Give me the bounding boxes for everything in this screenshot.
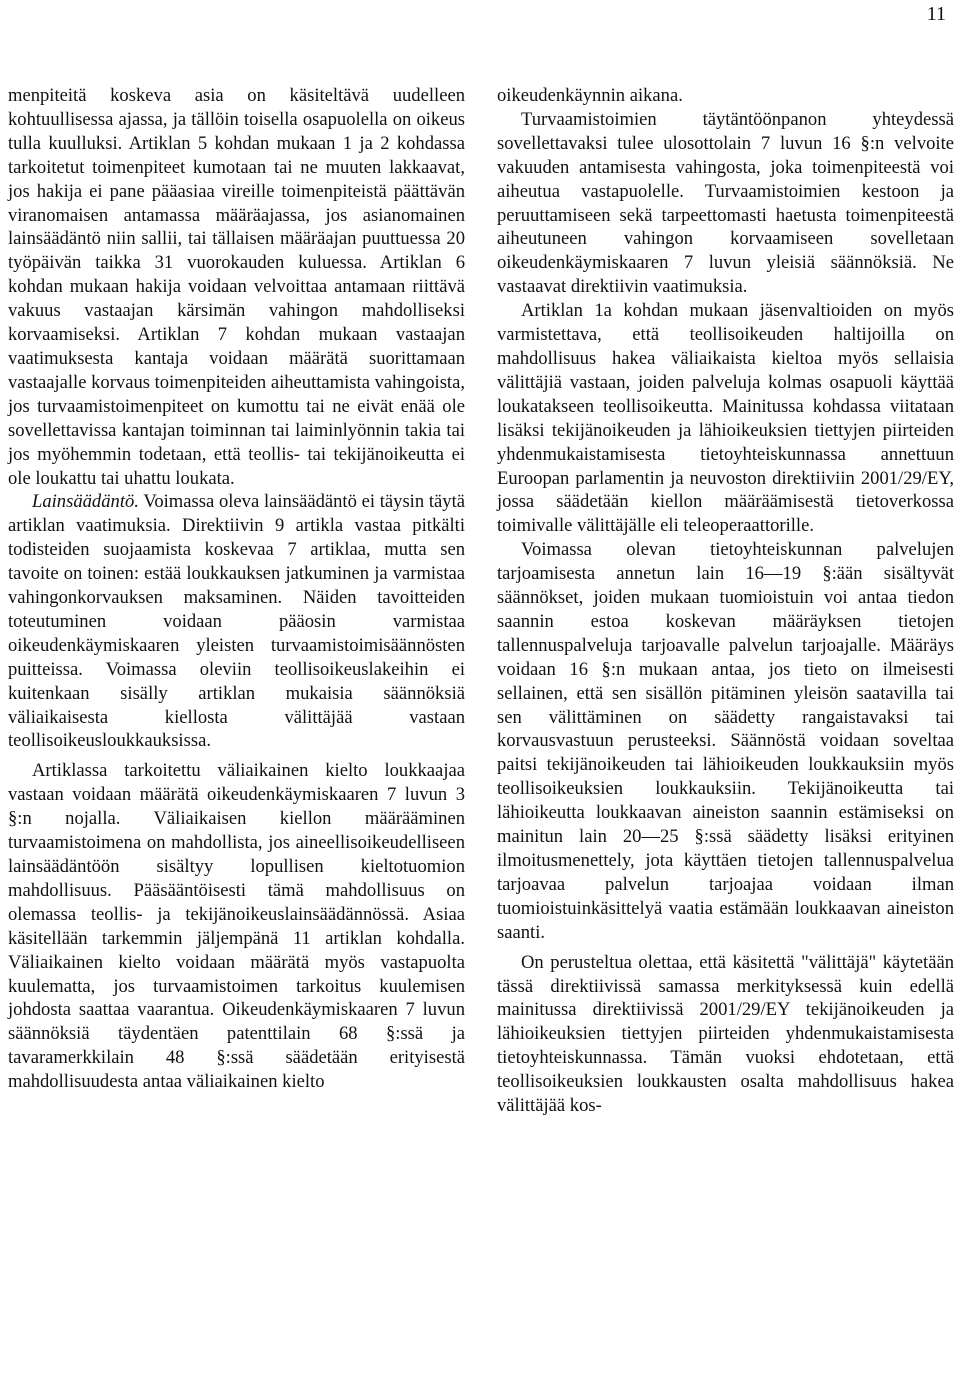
right-text-column — [497, 84, 954, 1118]
right-paragraph-2: Turvaamistoimien täytäntöönpanon yhteydessä sovellettavaksi tulee ulosottolain 7 luvun 16 §:n velvoite vakuuden antamisesta vahingosta, joka toimenpiteestä voi aiheutua vastapuolelle. Turvaamistoimien kestoon ja peruuttamiseen sekä tarpeettomasti haetusta toimenpiteestä aiheutuneen vahingon korvaamiseen sovelletaan oikeudenkäymiskaaren 7 luvun yleisiä säännöksiä. Ne vastaavat direktiivin vaatimuksia. — [497, 108, 954, 298]
section-heading-legislation: Lainsäädäntö. — [32, 491, 139, 513]
right-paragraph-3: Artiklan 1a kohdan mukaan jäsenvaltioiden on myös varmistettava, että teollisoikeuden haltijoilla on mahdollisuus hakea väliaikaista kieltoa myös sellaisia välittäjiä vastaan, joiden palveluja kolmas osapuoli käyttää loukatakseen teollisoikeutta. Mainitussa kohdassa viitataan lisäksi tekijänoikeuden ja lähioikeuksien tiettyjen piirteiden yhdenmukaistamisesta tietoyhteiskunnassa annettuun Euroopan parlamentin ja neuvoston direktiiviin 2001/29/EY, jossa säädetään kiellon määräämisestä tietoverkossa toimivalle välittäjälle eli teleoperaattorille. — [497, 300, 954, 537]
right-paragraph-4: Voimassa olevan tietoyhteiskunnan palvelujen tarjoamisesta annetun lain 16—19 §:ään sisältyvät säännökset, joiden mukaan tuomioistuin voi antaa tiedon saannin estoa koskevan määräyksen tietojen tallennuspalveluja tarjoavalle palvelun tarjoajalle. Määräys voidaan 16 §:n mukaan antaa, jos tieto on ilmeisesti sellainen, että sen sisällön pitäminen yleisön saatavilla tai sen välittäminen on säädetty rangaistavaksi tai korvausvastuun perusteeksi. Säännöstä voidaan soveltaa paitsi tekijänoikeuden tai lähioikeuden loukkauksiin myös teollisoikeuksien loukkauksiin. Tekijänoikeutta tai lähioikeutta loukkaavan aineiston saannin estämiseksi on mainitun lain 20—25 §:ssä säädetty lisäksi erityinen ilmoitusmenettely, jota käyttäen tietojen tallennuspalvelua tarjoavaa palvelun tarjoajaa voidaan ilman tuomioistuinkäsittelyä vaatia estämään loukkaavan aineiston saanti. — [497, 539, 954, 943]
right-paragraph-1: oikeudenkäynnin aikana. — [497, 85, 683, 106]
left-paragraph-3: Artiklassa tarkoitettu väliaikainen kielto loukkaajaa vastaan voidaan määrätä oikeudenkäymiskaaren 7 luvun 3 §:n nojalla. Väliaikaisen kiellon määrääminen turvaamistoimena on mahdollista, jos aineellisoikeudelliseen lainsäädäntöön sisältyy lopullisen kieltotuomion mahdollisuus. Pääsääntöisesti tämä mahdollisuus on olemassa teollis- ja tekijänoikeuslainsäädännössä. Asiaa käsitellään tarkemmin jäljempänä 11 artiklan kohdalla. Väliaikainen kielto voidaan määrätä myös vastapuolta kuulematta, jos turvaamistoimen tarkoitus kuulemisen johdosta saattaa vaarantua. Oikeudenkäymiskaaren 7 luvun säännöksiä täydentäen patenttilain 68 §:ssä ja tavaramerkkilain 48 §:ssä säädetään erityisestä mahdollisuudesta antaa väliaikainen kielto — [8, 760, 465, 1093]
left-paragraph-1: menpiteitä koskeva asia on käsiteltävä uudelleen kohtuullisessa ajassa, ja tällöin toisella osapuolella on oikeus tulla kuulluksi. Artiklan 5 kohdan mukaan 1 ja 2 kohdassa tarkoitetut toimenpiteet kumotaan tai ne muuten lakkaavat, jos hakija ei pane pääasiaa vireille toimenpiteistä päättävän viranomaisen antamassa määräajassa, jos asianomainen lainsäädäntö niin sallii, tai tällaisen määräajan puuttuessa 20 työpäivän taikka 31 vuorokauden kuluessa. Artiklan 6 kohdan mukaan hakija voidaan velvoittaa antamaan riittävä vakuus vastaajan kärsimän vahingon mahdolliseksi korvaamiseksi. Artiklan 7 kohdan mukaan vastaajan vaatimuksesta kantaja voidaan määrätä suorittamaan vastaajalle korvaus toimenpiteiden aiheuttamista vahingoista, jos turvaamistoimenpiteet on kumottu tai ne eivät enää ole sovellettavissa kantajan toiminnan tai laiminlyönnin takia tai jos myöhemmin todetaan, että teollis- tai tekijänoikeutta ei ole loukattu tai uhattu loukata. — [8, 85, 465, 489]
left-paragraph-2 — [8, 490, 465, 753]
left-paragraph-2-body: Voimassa oleva lainsäädäntö ei täysin täytä artiklan vaatimuksia. Direktiivin 9 artikla vastaa pitkälti todisteiden suojaamista koskevaa 7 artiklaa, mutta sen tavoite on toinen: estää loukkauksen jatkuminen ja varmistaa vahingonkorvauksen maksaminen. Näiden tavoitteiden toteutuminen voidaan pääosin varmistaa oikeudenkäymiskaaren yleisten turvaamistoimisäännösten puitteissa. Voimassa oleviin teollisoikeuslakeihin ei kuitenkaan sisälly artiklan mukaisia säännöksiä väliaikaisesta kiellosta välittäjää vastaan teollisoikeusloukkauksissa. — [8, 491, 465, 752]
page-number: 11 — [926, 3, 946, 25]
right-paragraph-5: On perusteltua olettaa, että käsitettä "välittäjä" käytetään tässä direktiivissä samassa merkityksessä kuin edellä mainitussa direktiivissä 2001/29/EY tekijänoikeuden ja lähioikeuksien tiettyjen piirteiden yhdenmukaistamisesta tietoyhteiskunnassa. Tämän vuoksi ehdotetaan, että teollisoikeuksien loukkausten osalta mahdollisuus hakea välittäjää kos- — [497, 951, 954, 1117]
left-text-column — [8, 84, 465, 1094]
